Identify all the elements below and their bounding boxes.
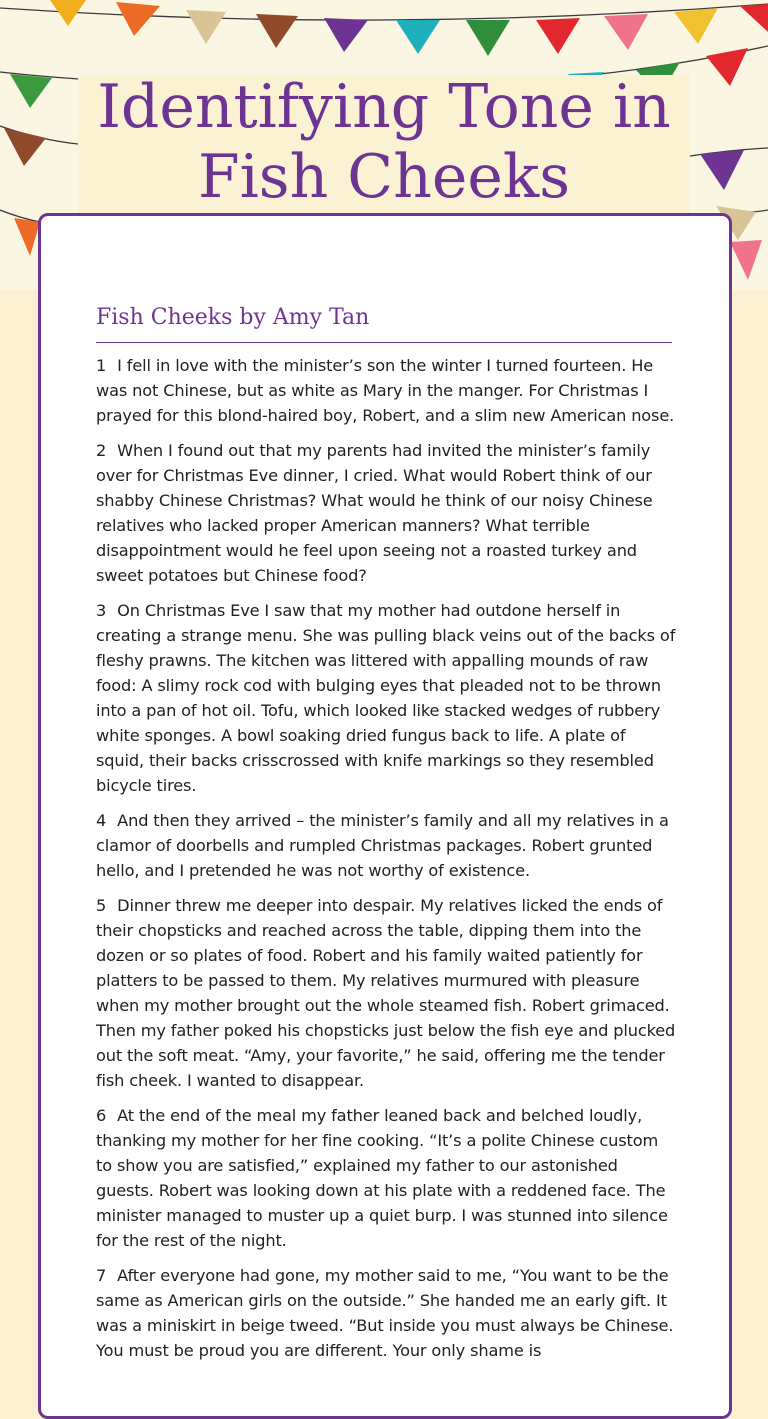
paragraph-number: 6: [96, 1106, 107, 1125]
paragraph-number: 1: [96, 356, 107, 375]
paragraph-number: 4: [96, 811, 107, 830]
paragraph-1: [96, 353, 676, 428]
paragraph-number: 3: [96, 601, 107, 620]
paragraph-4: [96, 808, 676, 883]
paragraph-text: I fell in love with the minister’s son the winter I turned fourteen. He was not Chinese, but as white as Mary in the manger. For Christmas I prayed for this blond-haired boy, Robert, and a slim new American nose.: [96, 356, 675, 425]
paragraph-text: When I found out that my parents had invited the minister’s family over for Christmas Eve dinner, I cried. What would Robert think of our shabby Chinese Christmas? What would he think of our noisy Chinese relatives who lacked proper American manners? What terrible disappointment would he feel upon seeing not a roasted turkey and sweet potatoes but Chinese food?: [96, 441, 653, 585]
paragraph-7: [96, 1263, 676, 1363]
story-text: [96, 353, 676, 1373]
paragraph-text: Dinner threw me deeper into despair. My relatives licked the ends of their chopsticks and reached across the table, dipping them into the dozen or so plates of food. Robert and his family waited patiently for platters to be passed to them. My relatives murmured with pleasure when my mother brought out the whole steamed fish. Robert grimaced. Then my father poked his chopsticks just below the fish eye and plucked out the soft meat. “Amy, your favorite,” he said, offering me the tender fish cheek. I wanted to disappear.: [96, 896, 676, 1090]
paragraph-text: On Christmas Eve I saw that my mother had outdone herself in creating a strange menu. She was pulling black veins out of the backs of fleshy prawns. The kitchen was littered with appalling mounds of raw food: A slimy rock cod with bulging eyes that pleaded not to be thrown into a pan of hot oil. Tofu, which looked like stacked wedges of rubbery white sponges. A bowl soaking dried fungus back to life. A plate of squid, their backs crisscrossed with knife markings so they resembled bicycle tires.: [96, 601, 676, 795]
paragraph-6: [96, 1103, 676, 1253]
paragraph-2: [96, 438, 676, 588]
page-title: Identifying Tone in Fish Cheeks: [97, 72, 671, 212]
paragraph-text: After everyone had gone, my mother said to me, “You want to be the same as American girls on the outside.” She handed me an early gift. It was a miniskirt in beige tweed. “But inside you must always be Chinese. You must be proud you are different. Your only shame is: [96, 1266, 674, 1360]
section-divider: [96, 342, 672, 343]
paragraph-number: 7: [96, 1266, 107, 1285]
section-title: Fish Cheeks by Amy Tan: [96, 305, 370, 330]
paragraph-text: At the end of the meal my father leaned back and belched loudly, thanking my mother for her fine cooking. “It’s a polite Chinese custom to show you are satisfied,” explained my father to our astonished guests. Robert was looking down at his plate with a reddened face. The minister managed to muster up a quiet burp. I was stunned into silence for the rest of the night.: [96, 1106, 668, 1250]
paragraph-number: 2: [96, 441, 107, 460]
paragraph-number: 5: [96, 896, 107, 915]
paragraph-3: [96, 598, 676, 798]
paragraph-text: And then they arrived – the minister’s family and all my relatives in a clamor of doorbells and rumpled Christmas packages. Robert grunted hello, and I pretended he was not worthy of existence.: [96, 811, 669, 880]
paragraph-5: [96, 893, 676, 1093]
